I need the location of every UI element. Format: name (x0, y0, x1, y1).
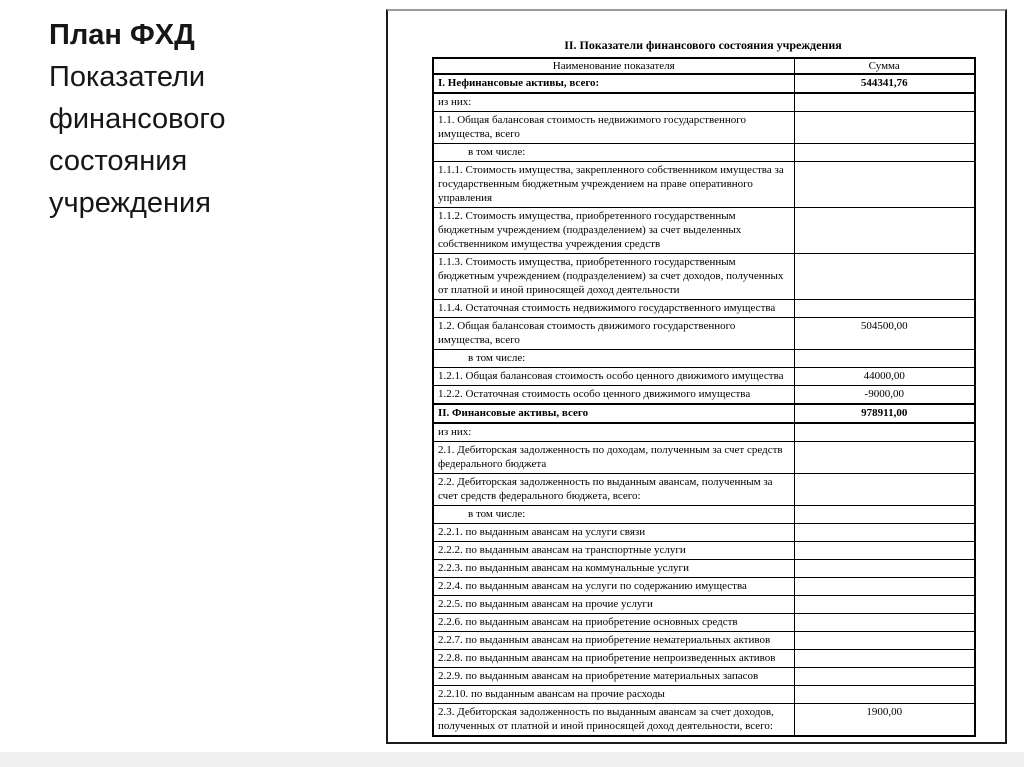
row-value (794, 668, 975, 686)
table-row (433, 442, 975, 474)
row-value: -9000,00 (794, 386, 975, 405)
row-label: в том числе: (433, 144, 794, 162)
row-value (794, 524, 975, 542)
table-row (433, 614, 975, 632)
row-label: из них: (433, 93, 794, 112)
row-label: из них: (433, 423, 794, 442)
row-label: 1.2.2. Остаточная стоимость особо ценного движимого имущества (433, 386, 794, 405)
table-row (433, 300, 975, 318)
row-label: в том числе: (433, 350, 794, 368)
row-label: 1.2.1. Общая балансовая стоимость особо ценного движимого имущества (433, 368, 794, 386)
table-row (433, 542, 975, 560)
row-value: 44000,00 (794, 368, 975, 386)
row-value (794, 350, 975, 368)
table-row (433, 93, 975, 112)
table-row (433, 144, 975, 162)
row-value (794, 423, 975, 442)
table-row (433, 650, 975, 668)
row-value (794, 542, 975, 560)
slide-title-block (49, 14, 369, 224)
table-row (433, 632, 975, 650)
table-row (433, 686, 975, 704)
row-value: 1900,00 (794, 704, 975, 737)
column-header-indicator-name: Наименование показателя (433, 58, 794, 74)
table-row (433, 74, 975, 93)
table-row (433, 704, 975, 737)
row-label: II. Финансовые активы, всего (433, 404, 794, 423)
column-header-sum: Сумма (794, 58, 975, 74)
table-row (433, 506, 975, 524)
table-section-title: II. Показатели финансового состояния учреждения (564, 38, 842, 52)
row-value (794, 208, 975, 254)
table-row (433, 560, 975, 578)
row-value (794, 300, 975, 318)
row-value (794, 162, 975, 208)
row-value (794, 144, 975, 162)
row-label: в том числе: (433, 506, 794, 524)
table-row (433, 386, 975, 405)
slide-title: План ФХД (49, 19, 195, 51)
row-label: 2.2.9. по выданным авансам на приобретение материальных запасов (433, 668, 794, 686)
row-label: 2.2.7. по выданным авансам на приобретение нематериальных активов (433, 632, 794, 650)
slide-subtitle-line-3: состояния (49, 145, 188, 177)
row-label: 1.2. Общая балансовая стоимость движимого государственного имущества, всего (433, 318, 794, 350)
slide-subtitle-line-2: финансового (49, 103, 226, 135)
row-value (794, 650, 975, 668)
row-label: 2.2.3. по выданным авансам на коммунальные услуги (433, 560, 794, 578)
row-value (794, 686, 975, 704)
row-label: 2.1. Дебиторская задолженность по доходам, полученным за счет средств федерального бюджета (433, 442, 794, 474)
table-row (433, 208, 975, 254)
row-value (794, 112, 975, 144)
table-row (433, 578, 975, 596)
row-label: 1.1.3. Стоимость имущества, приобретенного государственным бюджетным учреждением (подразделением) за счет доходов, полученных от платной и иной приносящей доход деятельности (433, 254, 794, 300)
row-label: 2.2. Дебиторская задолженность по выданным авансам, полученным за счет средств федерального бюджета, всего: (433, 474, 794, 506)
row-value (794, 506, 975, 524)
table-header-row (433, 58, 975, 74)
table-row (433, 318, 975, 350)
row-value (794, 596, 975, 614)
table-row (433, 524, 975, 542)
row-label: 2.2.8. по выданным авансам на приобретение непроизведенных активов (433, 650, 794, 668)
table-row (433, 404, 975, 423)
row-label: 2.2.4. по выданным авансам на услуги по содержанию имущества (433, 578, 794, 596)
row-value (794, 560, 975, 578)
table-row (433, 668, 975, 686)
row-value: 544341,76 (794, 74, 975, 93)
row-value (794, 474, 975, 506)
row-label: 2.2.6. по выданным авансам на приобретение основных средств (433, 614, 794, 632)
row-value (794, 578, 975, 596)
row-label: 1.1.1. Стоимость имущества, закрепленного собственником имущества за государственным бюджетным учреждением на праве оперативного управления (433, 162, 794, 208)
row-value (794, 632, 975, 650)
slide-subtitle-line-4: учреждения (49, 187, 211, 219)
row-label: 2.2.1. по выданным авансам на услуги связи (433, 524, 794, 542)
row-label: I. Нефинансовые активы, всего: (433, 74, 794, 93)
row-label: 2.3. Дебиторская задолженность по выданным авансам за счет доходов, полученных от платной и иной приносящей доход деятельности, всего: (433, 704, 794, 737)
table-row (433, 162, 975, 208)
table-row (433, 112, 975, 144)
table-row (433, 350, 975, 368)
row-value (794, 442, 975, 474)
row-value (794, 93, 975, 112)
footer-strip (0, 752, 1024, 767)
row-value: 978911,00 (794, 404, 975, 423)
document-page (386, 9, 1007, 744)
row-label: 1.1.2. Стоимость имущества, приобретенного государственным бюджетным учреждением (подразделением) за счет выделенных собственником имущества учреждения средств (433, 208, 794, 254)
row-label: 2.2.10. по выданным авансам на прочие расходы (433, 686, 794, 704)
row-value (794, 614, 975, 632)
table-row (433, 596, 975, 614)
row-label: 2.2.5. по выданным авансам на прочие услуги (433, 596, 794, 614)
row-label: 1.1.4. Остаточная стоимость недвижимого государственного имущества (433, 300, 794, 318)
table-body (433, 74, 975, 736)
slide-subtitle-line-1: Показатели (49, 61, 206, 93)
row-label: 1.1. Общая балансовая стоимость недвижимого государственного имущества, всего (433, 112, 794, 144)
row-value (794, 254, 975, 300)
row-label: 2.2.2. по выданным авансам на транспортные услуги (433, 542, 794, 560)
table-row (433, 368, 975, 386)
table-row (433, 254, 975, 300)
table-row (433, 423, 975, 442)
financial-indicators-table (432, 57, 976, 737)
row-value: 504500,00 (794, 318, 975, 350)
table-row (433, 474, 975, 506)
